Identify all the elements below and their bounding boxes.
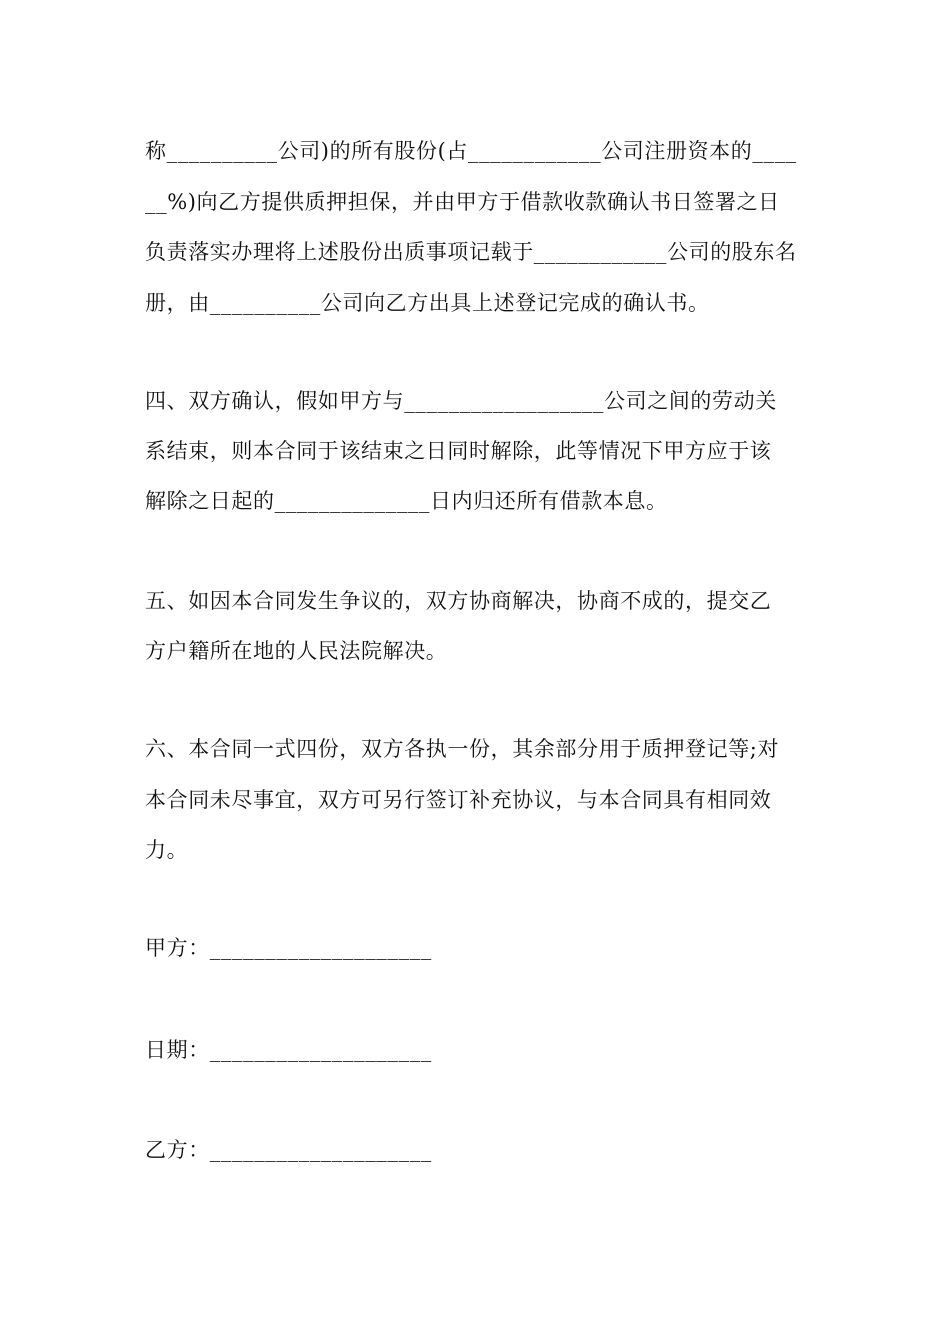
clause-4-line-3: 解除之日起的______________日内归还所有借款本息。: [145, 489, 668, 513]
clause-5-line-1: 五、如因本合同发生争议的，双方协商解决，协商不成的，提交乙: [145, 589, 772, 613]
clause-3-line-1: 称__________公司)的所有股份(占____________公司注册资本的____: [145, 139, 797, 163]
clause-3-line-2: __%)向乙方提供质押担保，并由甲方于借款收款确认书日签署之日: [145, 190, 780, 214]
clause-6-line-2: 本合同未尽事宜，双方可另行签订补充协议，与本合同具有相同效: [145, 788, 772, 812]
clause-4-line-1: 四、双方确认，假如甲方与__________________公司之间的劳动关: [145, 389, 777, 413]
clause-6-line-3: 力。: [145, 838, 189, 862]
clause-3-line-3: 负责落实办理将上述股份出质事项记载于____________公司的股东名: [145, 240, 797, 264]
date-signature-line: 日期：____________________: [145, 1038, 432, 1062]
party-a-signature-line: 甲方：____________________: [145, 936, 432, 960]
clause-4-line-2: 系结束，则本合同于该结束之日同时解除，此等情况下甲方应于该: [145, 439, 772, 463]
clause-3-line-4: 册，由__________公司向乙方出具上述登记完成的确认书。: [145, 291, 710, 315]
clause-6-line-1: 六、本合同一式四份，双方各执一份，其余部分用于质押登记等;对: [145, 737, 780, 761]
party-b-signature-line: 乙方：____________________: [145, 1138, 432, 1162]
clause-5-line-2: 方户籍所在地的人民法院解决。: [145, 639, 448, 663]
